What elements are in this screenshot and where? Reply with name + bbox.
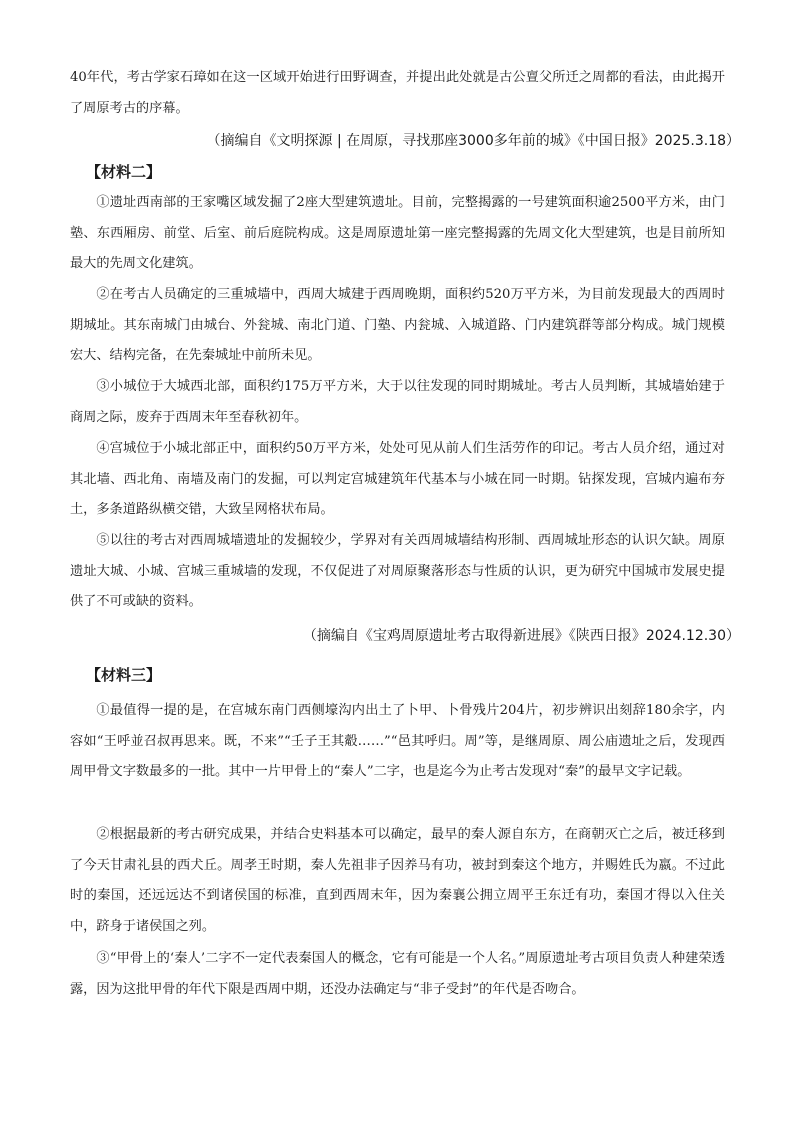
material-2-paragraph-5: ⑤以往的考古对西周城墙遗址的发掘较少，学界对有关西周城墙结构形制、西周城址形态的认识欠缺。周原遗址大城、小城、宫城三重城墙的发现，不仅促进了对周原聚落形态与性质的认识，更为研究中国城市发展史提供了不可或缺的资料。: [70, 533, 725, 609]
material-2-paragraph-1: ①遗址西南部的王家嘴区域发掘了2座大型建筑遗址。目前，完整揭露的一号建筑面积逾2500平方米，由门塾、东西厢房、前堂、后室、前后庭院构成。这是周原遗址第一座完整揭露的先周文化大型建筑，也是目前所知最大的先周文化建筑。: [70, 195, 725, 271]
source-citation-1: （摘编自《文明探源 | 在周原，寻找那座3000多年前的城》《中国日报》2025.3.18）: [206, 133, 740, 149]
source-citation-2: （摘编自《宝鸡周原遗址考古取得新进展》《陕西日报》2024.12.30）: [302, 628, 740, 644]
material-2-paragraph-2: ②在考古人员确定的三重城墙中，西周大城建于西周晚期，面积约520万平方米，为目前发现最大的西周时期城址。其东南城门由城台、外瓮城、南北门道、门塾、内瓮城、入城道路、门内建筑群等部分构成。城门规模宏大、结构完备，在先秦城址中前所未见。: [70, 287, 725, 363]
material-3-heading: 【材料三】: [86, 666, 162, 684]
material-2-heading: 【材料二】: [86, 163, 162, 181]
material-2-paragraph-3: ③小城位于大城西北部，面积约175万平方米，大于以往发现的同时期城址。考古人员判断，其城墙始建于商周之际，废弃于西周末年至春秋初年。: [70, 379, 725, 425]
material-3-paragraph-1: ①最值得一提的是，在宫城东南门西侧壕沟内出土了卜甲、卜骨残片204片，初步辨识出刻辞180余字，内容如“王呼並召叔再思来。既，不来”“壬子王其觳……”“邑其呼归。周”等，是继周原、周公庙遗址之后，发现西周甲骨文字数最多的一批。其中一片甲骨上的“秦人”二字，也是迄今为止考古发现对“秦”的最早文字记载。: [70, 703, 725, 779]
material-3-paragraph-3: ③“甲骨上的‘秦人’二字不一定代表秦国人的概念，它有可能是一个人名。”周原遗址考古项目负责人种建荣透露，因为这批甲骨的年代下限是西周中期，还没办法确定与“非子受封”的年代是否吻合。: [70, 951, 725, 997]
material-3-paragraph-2: ②根据最新的考古研究成果，并结合史料基本可以确定，最早的秦人源自东方，在商朝灭亡之后，被迁移到了今天甘肃礼县的西犬丘。周孝王时期，秦人先祖非子因养马有功，被封到秦这个地方，并赐姓氏为嬴。不过此时的秦国，还远远达不到诸侯国的标准，直到西周末年，因为秦襄公拥立周平王东迁有功，秦国才得以入住关中，跻身于诸侯国之列。: [70, 827, 725, 934]
material-2-paragraph-4: ④宫城位于小城北部正中，面积约50万平方米，处处可见从前人们生活劳作的印记。考古人员介绍，通过对其北墙、西北角、南墙及南门的发掘，可以判定宫城建筑年代基本与小城在同一时期。钻探发现，宫城内遍布夯土，多条道路纵横交错，大致呈网格状布局。: [70, 441, 725, 517]
intro-paragraph: 40年代，考古学家石璋如在这一区域开始进行田野调查，并提出此处就是古公亶父所迁之周都的看法，由此揭开了周原考古的序幕。: [70, 70, 725, 116]
